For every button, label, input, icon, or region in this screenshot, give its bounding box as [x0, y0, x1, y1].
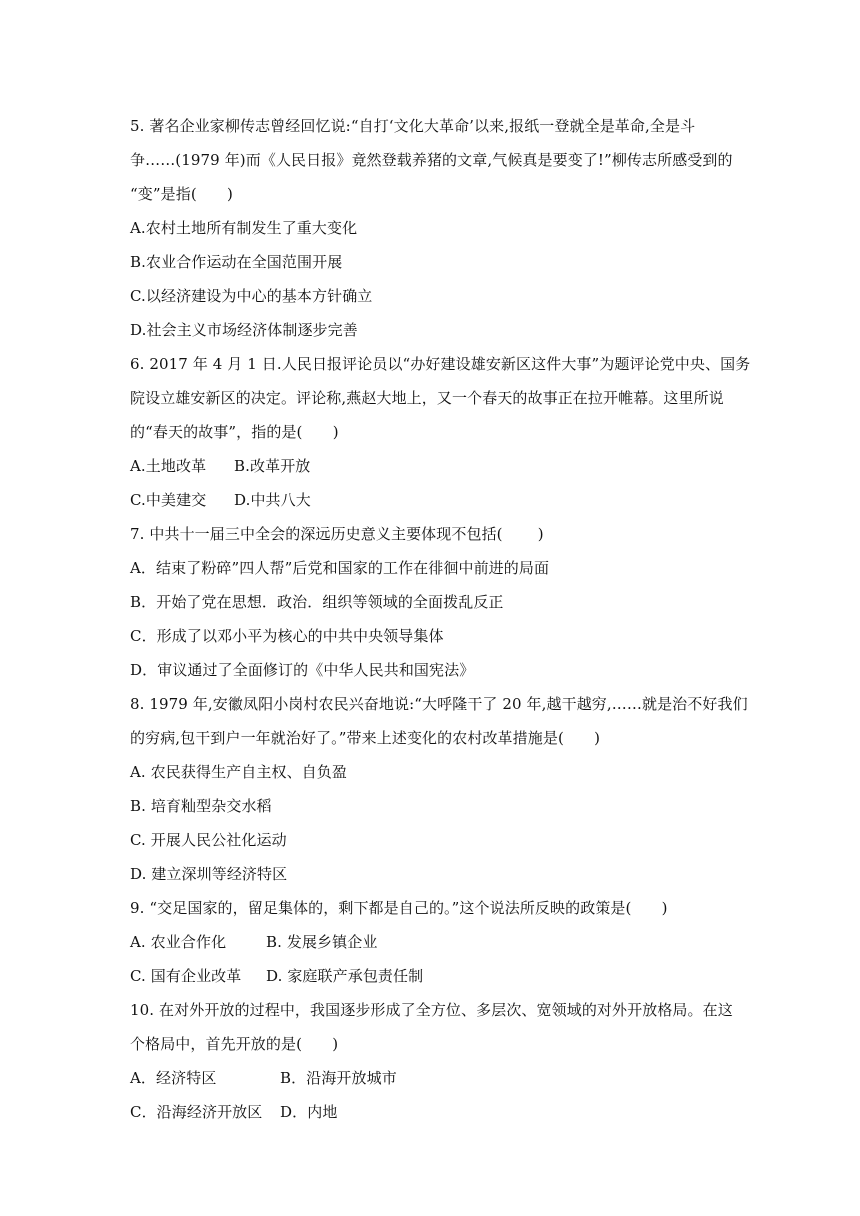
question-5-line-2: 争……(1979 年)而《人民日报》竟然登载养猪的文章,气候真是要变了!”柳传志所感受到的 — [130, 151, 733, 169]
question-10-option-c: C．沿海经济开放区 — [130, 1103, 263, 1121]
question-10-options-row-2 — [130, 1102, 338, 1122]
question-7-option-c: C．形成了以邓小平为核心的中共中央领导集体 — [130, 627, 444, 645]
question-5-option-c: C.以经济建设为中心的基本方针确立 — [130, 287, 373, 305]
question-7-option-d: D．审议通过了全面修订的《中华人民共和国宪法》 — [130, 661, 475, 679]
question-7-option-a: A．结束了粉碎”四人帮”后党和国家的工作在徘徊中前进的局面 — [130, 559, 550, 577]
question-10-option-a: A．经济特区 — [130, 1069, 217, 1087]
question-10-line-2: 个格局中，首先开放的是( ) — [130, 1035, 339, 1053]
question-7-line-1: 7. 中共十一届三中全会的深远历史意义主要体现不包括( ) — [130, 525, 544, 543]
question-10-option-b: B．沿海开放城市 — [280, 1069, 397, 1087]
question-5-option-a: A.农村土地所有制发生了重大变化 — [130, 219, 358, 237]
question-6-options-row-2 — [130, 490, 311, 510]
question-6-option-a: A.土地改革 — [130, 457, 207, 475]
question-7-option-b: B．开始了党在思想．政治．组织等领域的全面拨乱反正 — [130, 593, 504, 611]
question-8-line-1: 8. 1979 年,安徽凤阳小岗村农民兴奋地说:“大呼隆干了 20 年,越干越穷,……就是治不好我们 — [130, 695, 748, 713]
question-9-options-row-1 — [130, 932, 378, 952]
question-5-line-1: 5. 著名企业家柳传志曾经回忆说:“自打‘文化大革命’以来,报纸一登就全是革命,全是斗 — [130, 117, 696, 135]
question-9-option-c: C. 国有企业改革 — [130, 967, 242, 985]
question-10-options-row-1 — [130, 1068, 397, 1088]
question-6-options-row-1 — [130, 456, 311, 476]
question-5-line-3: “变”是指( ) — [130, 185, 233, 203]
question-5-option-d: D.社会主义市场经济体制逐步完善 — [130, 321, 358, 339]
question-10-line-1: 10. 在对外开放的过程中，我国逐步形成了全方位、多层次、宽领域的对外开放格局。在这 — [130, 1001, 733, 1019]
question-8-line-2: 的穷病,包干到户一年就治好了。”带来上述变化的农村改革措施是( ) — [130, 729, 601, 747]
question-6-option-d: D.中共八大 — [234, 491, 311, 509]
question-8-option-c: C. 开展人民公社化运动 — [130, 831, 287, 849]
question-6-line-2: 院设立雄安新区的决定。评论称,燕赵大地上，又一个春天的故事正在拉开帷幕。这里所说 — [130, 389, 724, 407]
question-9-option-d: D. 家庭联产承包责任制 — [266, 967, 424, 985]
question-6-line-1: 6. 2017 年 4 月 1 日.人民日报评论员以“办好建设雄安新区这件大事”为题评论党中央、国务 — [130, 355, 751, 373]
question-9-line-1: 9. “交足国家的，留足集体的，剩下都是自己的。”这个说法所反映的政策是( ) — [130, 899, 668, 917]
question-9-option-a: A. 农业合作化 — [130, 933, 227, 951]
question-5-option-b: B.农业合作运动在全国范围开展 — [130, 253, 343, 271]
question-9-options-row-2 — [130, 966, 424, 986]
question-10-option-d: D．内地 — [280, 1103, 338, 1121]
question-6-option-c: C.中美建交 — [130, 491, 207, 509]
question-9-option-b: B. 发展乡镇企业 — [266, 933, 378, 951]
question-8-option-d: D. 建立深圳等经济特区 — [130, 865, 288, 883]
question-6-option-b: B.改革开放 — [234, 457, 311, 475]
question-6-line-3: 的“春天的故事”，指的是( ) — [130, 423, 339, 441]
question-8-option-a: A. 农民获得生产自主权、自负盈 — [130, 763, 347, 781]
question-8-option-b: B. 培育籼型杂交水稻 — [130, 797, 272, 815]
